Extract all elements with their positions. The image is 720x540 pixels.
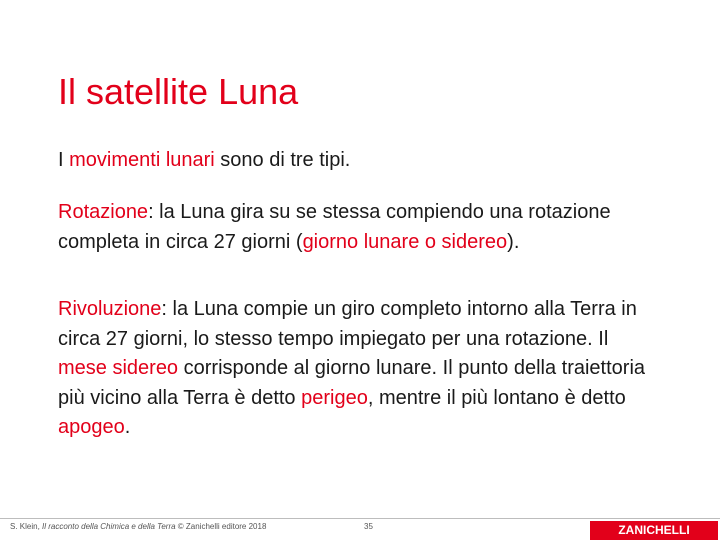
rivoluzione-text-2: corrisponde al giorno lunare. Il punto della traiettoria più vicino alla Terra è detto	[58, 357, 646, 409]
footer-credit	[10, 522, 266, 531]
page-number: 35	[364, 522, 373, 531]
paragraph-rotazione	[58, 198, 658, 257]
footer-author: S. Klein,	[10, 522, 43, 531]
term-giorno-lunare: giorno lunare o sidereo	[302, 230, 508, 253]
zanichelli-logo: ZANICHELLI	[590, 521, 718, 540]
term-mese-sidereo: mese sidereo	[58, 357, 179, 379]
footer-divider	[0, 518, 720, 519]
rivoluzione-text-3: , mentre il più lontano è detto	[367, 386, 626, 409]
intro-post: sono di tre tipi.	[214, 149, 351, 171]
term-rivoluzione: Rivoluzione	[58, 298, 162, 320]
rivoluzione-text-1: : la Luna compie un giro completo intorno alla Terra in circa 27 giorni, lo stesso tempo impiegato per una rotazione. Il	[58, 298, 637, 350]
footer-book-title: Il racconto della Chimica e della Terra	[42, 522, 176, 531]
slide-title: Il satellite Luna	[58, 71, 299, 112]
term-rotazione: Rotazione	[58, 201, 149, 223]
intro-pre: I	[58, 149, 70, 171]
rotazione-text-2: ).	[507, 230, 520, 253]
paragraph-rivoluzione	[58, 295, 658, 443]
rotazione-text-1: : la Luna gira su se stessa compiendo una rotazione completa in circa 27 giorni (	[58, 201, 611, 253]
term-apogeo: apogeo	[58, 416, 125, 438]
rivoluzione-text-4: .	[124, 416, 131, 438]
term-movimenti-lunari: movimenti lunari	[69, 149, 215, 171]
footer-publisher: © Zanichelli editore 2018	[175, 522, 267, 531]
term-perigeo: perigeo	[301, 386, 368, 409]
paragraph-intro	[58, 146, 658, 176]
